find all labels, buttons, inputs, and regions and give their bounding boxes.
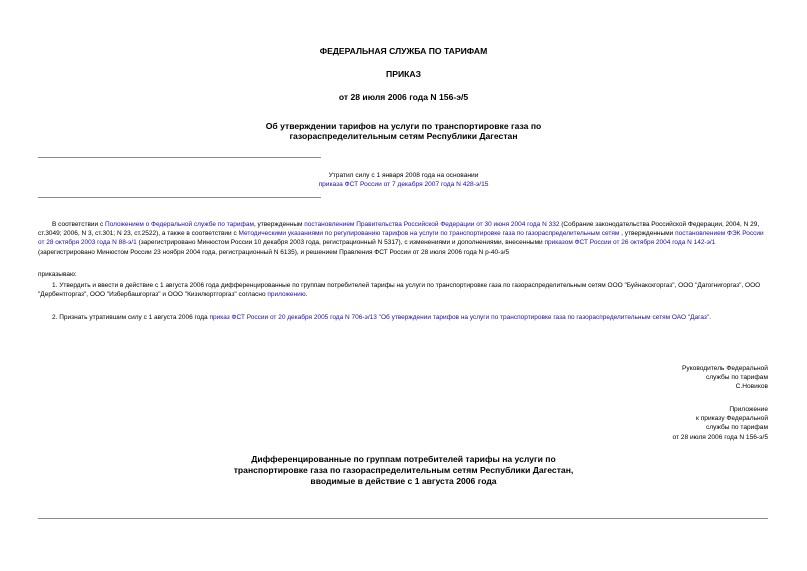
status-note: Утратил силу с 1 января 2008 года на основании	[328, 172, 479, 179]
document-type: ПРИКАЗ	[386, 69, 421, 79]
bottom-divider	[38, 518, 768, 519]
order-item-1: 1. Утвердить и ввести в действие с 1 августа 2006 года дифференцированные по группам потребителей тарифы на услуги по транспортировке газа по газораспределительным сетям ООО "Буйнакскгоргаз", ООО "Дагогнигоргаз", ООО "Дербентгоргаз", ООО "Избербашгоргаз" и ООО "Кизилюртгоргаз" согласно приложению.	[38, 282, 761, 299]
status-link-line	[0, 180, 807, 189]
methodical-guidelines-link[interactable]: Методическими указаниями по регулированию тарифов на услуги по транспортировке газа по газораспределительным сетям	[238, 230, 620, 238]
document-date-number: от 28 июля 2006 года N 156-э/5	[338, 92, 469, 102]
fek-decree-link[interactable]: постановлением ФЭК России от 28 октября 2003 года N 88-э/1	[38, 230, 764, 247]
regulation-link[interactable]: Положением о Федеральной службе по тарифам	[105, 221, 254, 228]
appendix-line3: службы по тарифам	[705, 424, 768, 432]
appendix-line1: Приложение	[729, 406, 768, 413]
signature-block	[560, 364, 768, 392]
annex-title-line2: транспортировке газа по газораспределительным сетям Республики Дагестан,	[233, 465, 574, 475]
appendix-header	[560, 405, 768, 442]
divider	[38, 197, 321, 198]
appendix-line2: к приказу Федеральной	[696, 415, 768, 423]
order-item-2: 2. Признать утратившим силу с 1 августа 2006 года приказ ФСТ России от 20 декабря 2005 года N 706-э/13 "Об утверждении тарифов на услуги по транспортировке газа по газораспределительным сетям ОАО "Дагаз".	[52, 314, 712, 321]
repealed-order-link[interactable]: приказ ФСТ России от 20 декабря 2005 года N 706-э/13 "Об утверждении тарифов на услуги по транспортировке газа по газораспределительным сетям ОАО "Дагаз"	[209, 314, 710, 321]
government-decree-link[interactable]: постановлением Правительства Российской Федерации от 30 июня 2004 года N 332	[304, 221, 560, 228]
annex-title-line3: вводимые в действие с 1 августа 2006 года	[310, 476, 497, 486]
fst-order-link[interactable]: приказом ФСТ России от 26 октября 2004 года N 142-э/1	[544, 239, 716, 247]
order-word: приказываю:	[38, 271, 77, 278]
preamble: В соответствии с Положением о Федеральной службе по тарифам, утвержденным постановлением Правительства Российской Федерации от 30 июня 2004 года N 332 (Собрание законодательства Российской Федерации, 2004, N 29, ст.3049; 2006, N 3, ст.301; N 23, ст.2522), а также в соответствии с Методическими указаниями по регулированию тарифов на услуги по транспортировке газа по газораспределительным сетям , утвержденными постановлением ФЭК России от 28 октября 2003 года N 88-э/1 (зарегистрировано Минюстом России 10 декабря 2003 года, регистрационный N 5317), с изменениями и дополнениями, внесенными приказом ФСТ России от 26 октября 2004 года N 142-э/1 (зарегистрировано Минюстом России 23 ноября 2004 года, регистрационный N 6135), и решением Правления ФСТ России от 28 июля 2006 года N р-40-э/5	[38, 221, 764, 256]
signature-position-line2: службы по тарифам	[705, 374, 768, 382]
document-title-line1: Об утверждении тарифов на услуги по транспортировке газа по	[265, 121, 542, 131]
signature-name: С.Новиков	[735, 383, 768, 391]
agency-name: ФЕДЕРАЛЬНАЯ СЛУЖБА ПО ТАРИФАМ	[319, 46, 488, 56]
appendix-line4: от 28 июля 2006 года N 156-э/5	[672, 433, 768, 441]
appendix-link[interactable]: приложению	[267, 291, 306, 299]
document-title-line2: газораспределительным сетям Республики Дагестан	[289, 131, 518, 141]
signature-position-line1: Руководитель Федеральной	[682, 365, 768, 372]
repeal-order-link[interactable]: приказа ФСТ России от 7 декабря 2007 года N 428-э/15	[318, 181, 489, 188]
annex-title-line1: Дифференцированные по группам потребителей тарифы на услуги по	[251, 454, 556, 464]
divider	[38, 157, 321, 158]
